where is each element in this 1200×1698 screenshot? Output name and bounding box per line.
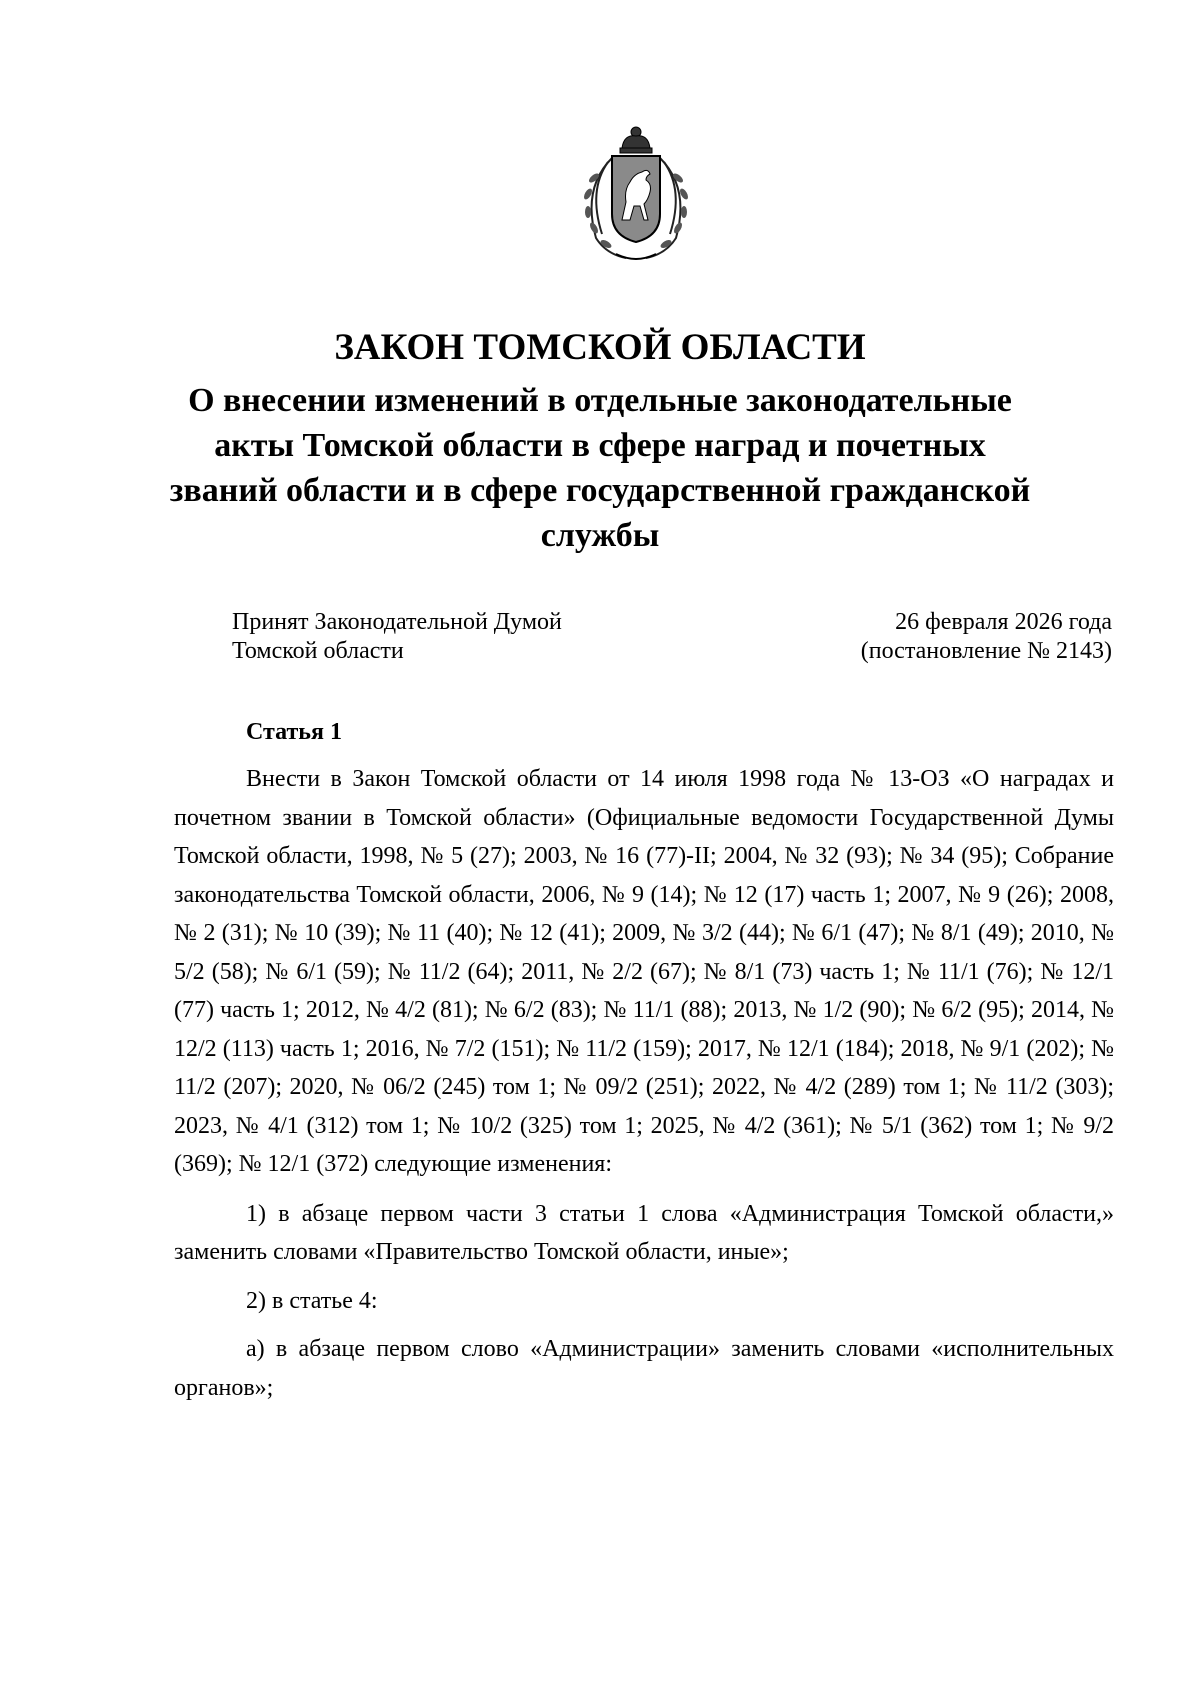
resolution-number: (постановление № 2143): [860, 638, 1112, 664]
adoption-authority: [232, 608, 562, 666]
article-intro-paragraph: Внести в Закон Томской области от 14 июля 1998 года № 13-ОЗ «О наградах и почетном звании в Томской области» (Официальные ведомости Государственной Думы Томской области, 1998, № 5 (27); 2003, № 16 (77)-II; 2004, № 32 (93); № 34 (95); Собрание законодательства Томской области, 2006, № 9 (14); № 12 (17) часть 1; 2007, № 9 (26); 2008, № 2 (31); № 10 (39); № 11 (40); № 12 (41); 2009, № 3/2 (44); № 6/1 (47); № 8/1 (49); 2010, № 5/2 (58); № 6/1 (59); № 11/2 (64); 2011, № 2/2 (67); № 8/1 (73) часть 1; № 11/1 (76); № 12/1 (77) часть 1; 2012, № 4/2 (81); № 6/2 (83); № 11/1 (88); 2013, № 1/2 (90); № 6/2 (95); 2014, № 12/2 (113) часть 1; 2016, № 7/2 (151); № 11/2 (159); 2017, № 12/1 (184); 2018, № 9/1 (202); № 11/2 (207); 2020, № 06/2 (245) том 1; № 09/2 (251); 2022, № 4/2 (289) том 1; № 11/2 (303); 2023, № 4/1 (312) том 1; № 10/2 (325) том 1; 2025, № 4/2 (361); № 5/1 (362) том 1; № 9/2 (369); № 12/1 (372) следующие изменения:: [174, 766, 1114, 1177]
adoption-authority-line2: Томской области: [232, 638, 404, 664]
adoption-authority-line1: Принят Законодательной Думой: [232, 609, 562, 635]
adoption-date: [861, 608, 1112, 666]
article-body: [174, 760, 1114, 1417]
article-item-2: 2) в статье 4:: [246, 1287, 378, 1314]
document-title: ЗАКОН ТОМСКОЙ ОБЛАСТИ: [334, 327, 866, 368]
article-heading: Статья 1: [246, 719, 342, 745]
tomsk-coat-of-arms-icon: [572, 118, 700, 266]
article-item-1: 1) в абзаце первом части 3 статьи 1 слова «Администрация Томской области,» заменить словами «Правительство Томской области, иные»;: [174, 1200, 1114, 1265]
adoption-date-line: 26 февраля 2026 года: [895, 609, 1112, 635]
article-item-2a: а) в абзаце первом слово «Администрации» заменить словами «исполнительных органов»;: [174, 1336, 1114, 1401]
document-subtitle: О внесении изменений в отдельные законодательные акты Томской области в сфере наград и почетных званий области и в сфере государственной гражданской службы: [169, 382, 1031, 554]
